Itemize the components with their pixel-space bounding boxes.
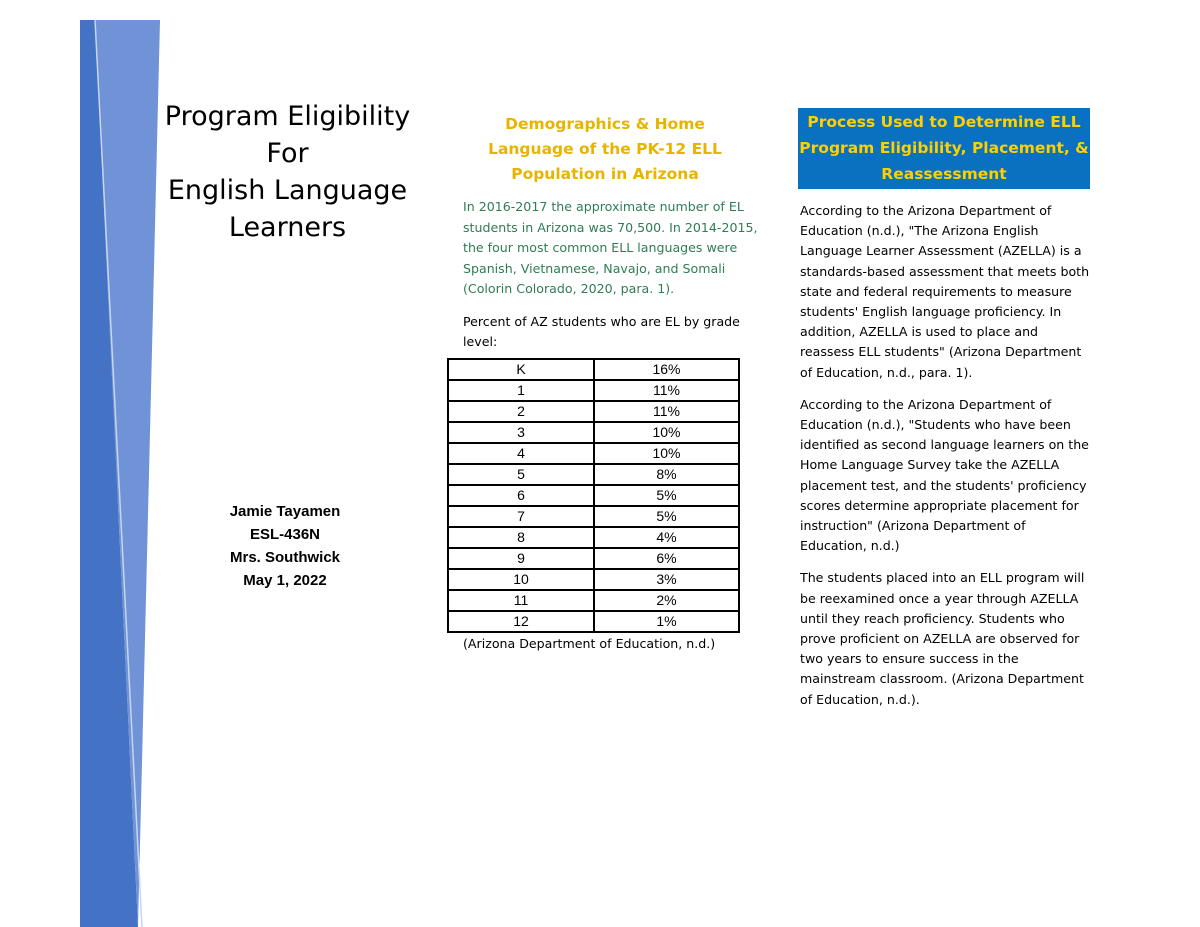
percent-cell: 6%	[594, 548, 739, 569]
grade-cell: 12	[448, 611, 594, 632]
process-paragraph: According to the Arizona Department of Education (n.d.), "The Arizona English Language Learner Assessment (AZELLA) is a standards-based assessment that meets both state and federal requirements to measure students' English language proficiency. In addition, AZELLA is used to place and reassess ELL students" (Arizona Department of Education, n.d., para. 1).	[800, 203, 1090, 380]
table-row	[448, 422, 739, 443]
percent-cell: 10%	[594, 422, 739, 443]
percent-cell: 5%	[594, 485, 739, 506]
percent-cell: 16%	[594, 359, 739, 380]
grade-cell: 6	[448, 485, 594, 506]
heading-line: Demographics & Home	[505, 115, 705, 133]
table-row	[448, 569, 739, 590]
percent-cell: 4%	[594, 527, 739, 548]
table-row	[448, 527, 739, 548]
percent-cell: 5%	[594, 506, 739, 527]
table-row	[448, 590, 739, 611]
page-title	[150, 98, 425, 246]
heading-line: Process Used to Determine ELL	[807, 113, 1081, 131]
grade-cell: 2	[448, 401, 594, 422]
grade-cell: 4	[448, 443, 594, 464]
grade-cell: 1	[448, 380, 594, 401]
grade-cell: 8	[448, 527, 594, 548]
percent-cell: 1%	[594, 611, 739, 632]
table-source: (Arizona Department of Education, n.d.)	[463, 635, 716, 651]
demographics-heading	[445, 112, 755, 187]
grade-cell: K	[448, 359, 594, 380]
author-block	[195, 500, 375, 592]
table-row	[448, 485, 739, 506]
heading-line: Population in Arizona	[511, 165, 699, 183]
demographics-column	[445, 112, 765, 651]
grade-cell: 3	[448, 422, 594, 443]
course-code: ESL-436N	[249, 526, 321, 543]
table-row	[448, 506, 739, 527]
process-paragraph: The students placed into an ELL program will be reexamined once a year through AZELLA until they reach proficiency. Students who prove proficient on AZELLA are observed for two years to ensure success in the mainstream classroom. (Arizona Department of Education, n.d.).	[800, 570, 1085, 707]
title-line: For	[266, 138, 309, 169]
heading-line: Language of the PK-12 ELL	[488, 140, 722, 158]
grade-cell: 7	[448, 506, 594, 527]
title-line: English Language	[167, 175, 408, 206]
table-row	[448, 611, 739, 632]
grade-cell: 5	[448, 464, 594, 485]
grade-cell: 11	[448, 590, 594, 611]
title-line: Learners	[228, 212, 347, 243]
table-row	[448, 380, 739, 401]
percent-cell: 8%	[594, 464, 739, 485]
grade-percent-table	[447, 358, 740, 633]
percent-cell: 11%	[594, 380, 739, 401]
instructor-name: Mrs. Southwick	[229, 549, 341, 566]
percent-cell: 3%	[594, 569, 739, 590]
percent-cell: 10%	[594, 443, 739, 464]
process-heading	[798, 108, 1090, 189]
table-row	[448, 464, 739, 485]
demographics-intro: In 2016-2017 the approximate number of EL students in Arizona was 70,500. In 2014-2015, the four most common ELL languages were Spanish, Vietnamese, Navajo, and Somali (Colorin Colorado, 2020, para. 1).	[463, 199, 758, 296]
table-caption: Percent of AZ students who are EL by grade level:	[463, 313, 740, 349]
table-row	[448, 548, 739, 569]
percent-cell: 11%	[594, 401, 739, 422]
table-row	[448, 401, 739, 422]
percent-cell: 2%	[594, 590, 739, 611]
grade-cell: 9	[448, 548, 594, 569]
table-row	[448, 359, 739, 380]
grade-cell: 10	[448, 569, 594, 590]
process-column	[798, 108, 1098, 710]
table-row	[448, 443, 739, 464]
submission-date: May 1, 2022	[243, 572, 327, 589]
title-line: Program Eligibility	[164, 101, 411, 132]
process-paragraph: According to the Arizona Department of Education (n.d.), "Students who have been identified as second language learners on the Home Language Survey take the AZELLA placement test, and the students' proficiency scores determine appropriate placement for instruction" (Arizona Department of Education, n.d.)	[800, 396, 1089, 554]
heading-line: Program Eligibility, Placement, &	[799, 139, 1089, 157]
heading-line: Reassessment	[881, 165, 1007, 183]
author-name: Jamie Tayamen	[229, 503, 341, 520]
